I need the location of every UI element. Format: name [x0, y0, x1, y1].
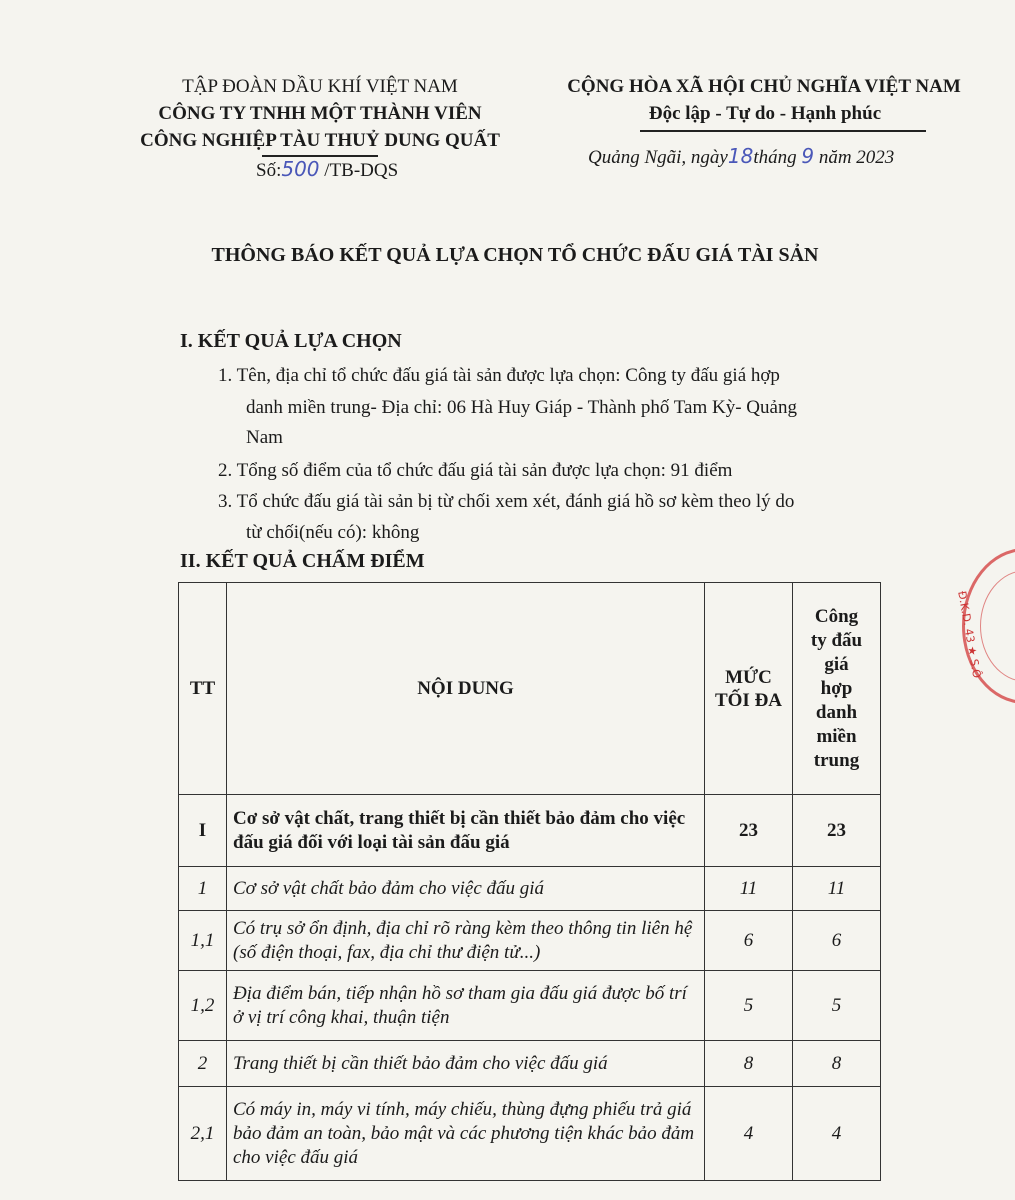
section-2-heading: II. KẾT QUẢ CHẤM ĐIỂM — [180, 550, 425, 572]
motto-underline — [640, 130, 926, 132]
company-line-2: CÔNG NGHIỆP TÀU THUỶ DUNG QUẤT — [140, 130, 500, 151]
row-max: 8 — [705, 1041, 793, 1087]
row-tt: 2 — [179, 1041, 227, 1087]
header-company-line-7: trung — [813, 749, 860, 771]
header-content: NỘI DUNG — [227, 583, 705, 795]
company-seal-text: Đ.K.D. 43 ★ S.Ô — [955, 590, 984, 680]
row-score: 5 — [793, 971, 881, 1041]
date-month-label: tháng — [753, 147, 797, 168]
date-month-handwritten: 9 — [801, 144, 815, 168]
table-row — [179, 1087, 881, 1181]
row-max: 4 — [705, 1087, 793, 1181]
table-row — [179, 1041, 881, 1087]
table-row — [179, 867, 881, 911]
date-day-handwritten: 18 — [727, 144, 754, 168]
row-score: 8 — [793, 1041, 881, 1087]
row-tt: 1,1 — [179, 911, 227, 971]
header-company-line-2: ty đấu — [810, 629, 863, 651]
table-header-row — [179, 583, 881, 795]
date-place: Quảng Ngãi, ngày — [588, 147, 728, 168]
parent-org: TẬP ĐOÀN DẦU KHÍ VIỆT NAM — [182, 76, 458, 97]
header-company-line-4: hợp — [820, 677, 853, 699]
row-content: Cơ sở vật chất bảo đảm cho việc đấu giá — [227, 867, 705, 911]
header-company — [793, 583, 881, 795]
row-content: Địa điểm bán, tiếp nhận hồ sơ tham gia đấu giá được bố trí ở vị trí công khai, thuận tiện — [227, 971, 705, 1041]
document-title: THÔNG BÁO KẾT QUẢ LỰA CHỌN TỔ CHỨC ĐẤU GIÁ TÀI SẢN — [211, 244, 819, 266]
row-tt: 2,1 — [179, 1087, 227, 1181]
table-row — [179, 911, 881, 971]
section-1-item-3-line-2: từ chối(nếu có): không — [246, 522, 420, 543]
section-1-item-3-line-1: 3. Tổ chức đấu giá tài sản bị từ chối xem xét, đánh giá hồ sơ kèm theo lý do — [218, 491, 795, 512]
header-company-line-6: miền — [816, 725, 857, 747]
header-company-line-3: giá — [824, 653, 849, 675]
number-prefix: Số: — [256, 160, 282, 181]
row-score: 23 — [793, 795, 881, 867]
score-table — [178, 582, 881, 1181]
date-line — [588, 144, 894, 169]
row-score: 11 — [793, 867, 881, 911]
section-1-item-1-line-1: 1. Tên, địa chỉ tổ chức đấu giá tài sản được lựa chọn: Công ty đấu giá hợp — [218, 365, 780, 386]
header-company-line-5: danh — [815, 701, 858, 723]
row-tt: 1 — [179, 867, 227, 911]
row-max: 11 — [705, 867, 793, 911]
table-row — [179, 795, 881, 867]
row-content: Có máy in, máy vi tính, máy chiếu, thùng đựng phiếu trả giá bảo đảm an toàn, bảo mật và các phương tiện khác bảo đảm cho việc đấu giá — [227, 1087, 705, 1181]
row-content: Trang thiết bị cần thiết bảo đảm cho việc đấu giá — [227, 1041, 705, 1087]
row-content: Cơ sở vật chất, trang thiết bị cần thiết bảo đảm cho việc đấu giá đối với loại tài sản đấu giá — [227, 795, 705, 867]
header-tt: TT — [179, 583, 227, 795]
number-suffix: /TB-DQS — [319, 160, 399, 181]
number-handwritten: 500 — [281, 157, 320, 181]
row-tt: 1,2 — [179, 971, 227, 1041]
row-score: 6 — [793, 911, 881, 971]
date-year: năm 2023 — [818, 147, 895, 168]
row-max: 5 — [705, 971, 793, 1041]
header-max — [705, 583, 793, 795]
company-line-1: CÔNG TY TNHH MỘT THÀNH VIÊN — [158, 103, 482, 124]
section-1-item-2: 2. Tổng số điểm của tổ chức đấu giá tài sản được lựa chọn: 91 điểm — [218, 460, 733, 481]
section-1-item-1-line-2: danh miền trung- Địa chỉ: 06 Hà Huy Giáp - Thành phố Tam Kỳ- Quảng — [246, 397, 797, 418]
row-tt: I — [179, 795, 227, 867]
header-company-line-1: Công — [814, 605, 859, 627]
table-row — [179, 971, 881, 1041]
section-1-heading: I. KẾT QUẢ LỰA CHỌN — [180, 330, 402, 352]
header-max-line-2: TỐI ĐA — [714, 689, 783, 711]
document-number — [256, 157, 398, 182]
header-max-line-1: MỨC — [725, 666, 772, 688]
row-score: 4 — [793, 1087, 881, 1181]
row-content: Có trụ sở ổn định, địa chỉ rõ ràng kèm theo thông tin liên hệ (số điện thoại, fax, địa chỉ thư điện tử...) — [227, 911, 705, 971]
row-max: 6 — [705, 911, 793, 971]
country-name: CỘNG HÒA XÃ HỘI CHỦ NGHĨA VIỆT NAM — [567, 76, 961, 97]
national-motto: Độc lập - Tự do - Hạnh phúc — [648, 103, 882, 124]
section-1-item-1-line-3: Nam — [246, 427, 283, 448]
row-max: 23 — [705, 795, 793, 867]
